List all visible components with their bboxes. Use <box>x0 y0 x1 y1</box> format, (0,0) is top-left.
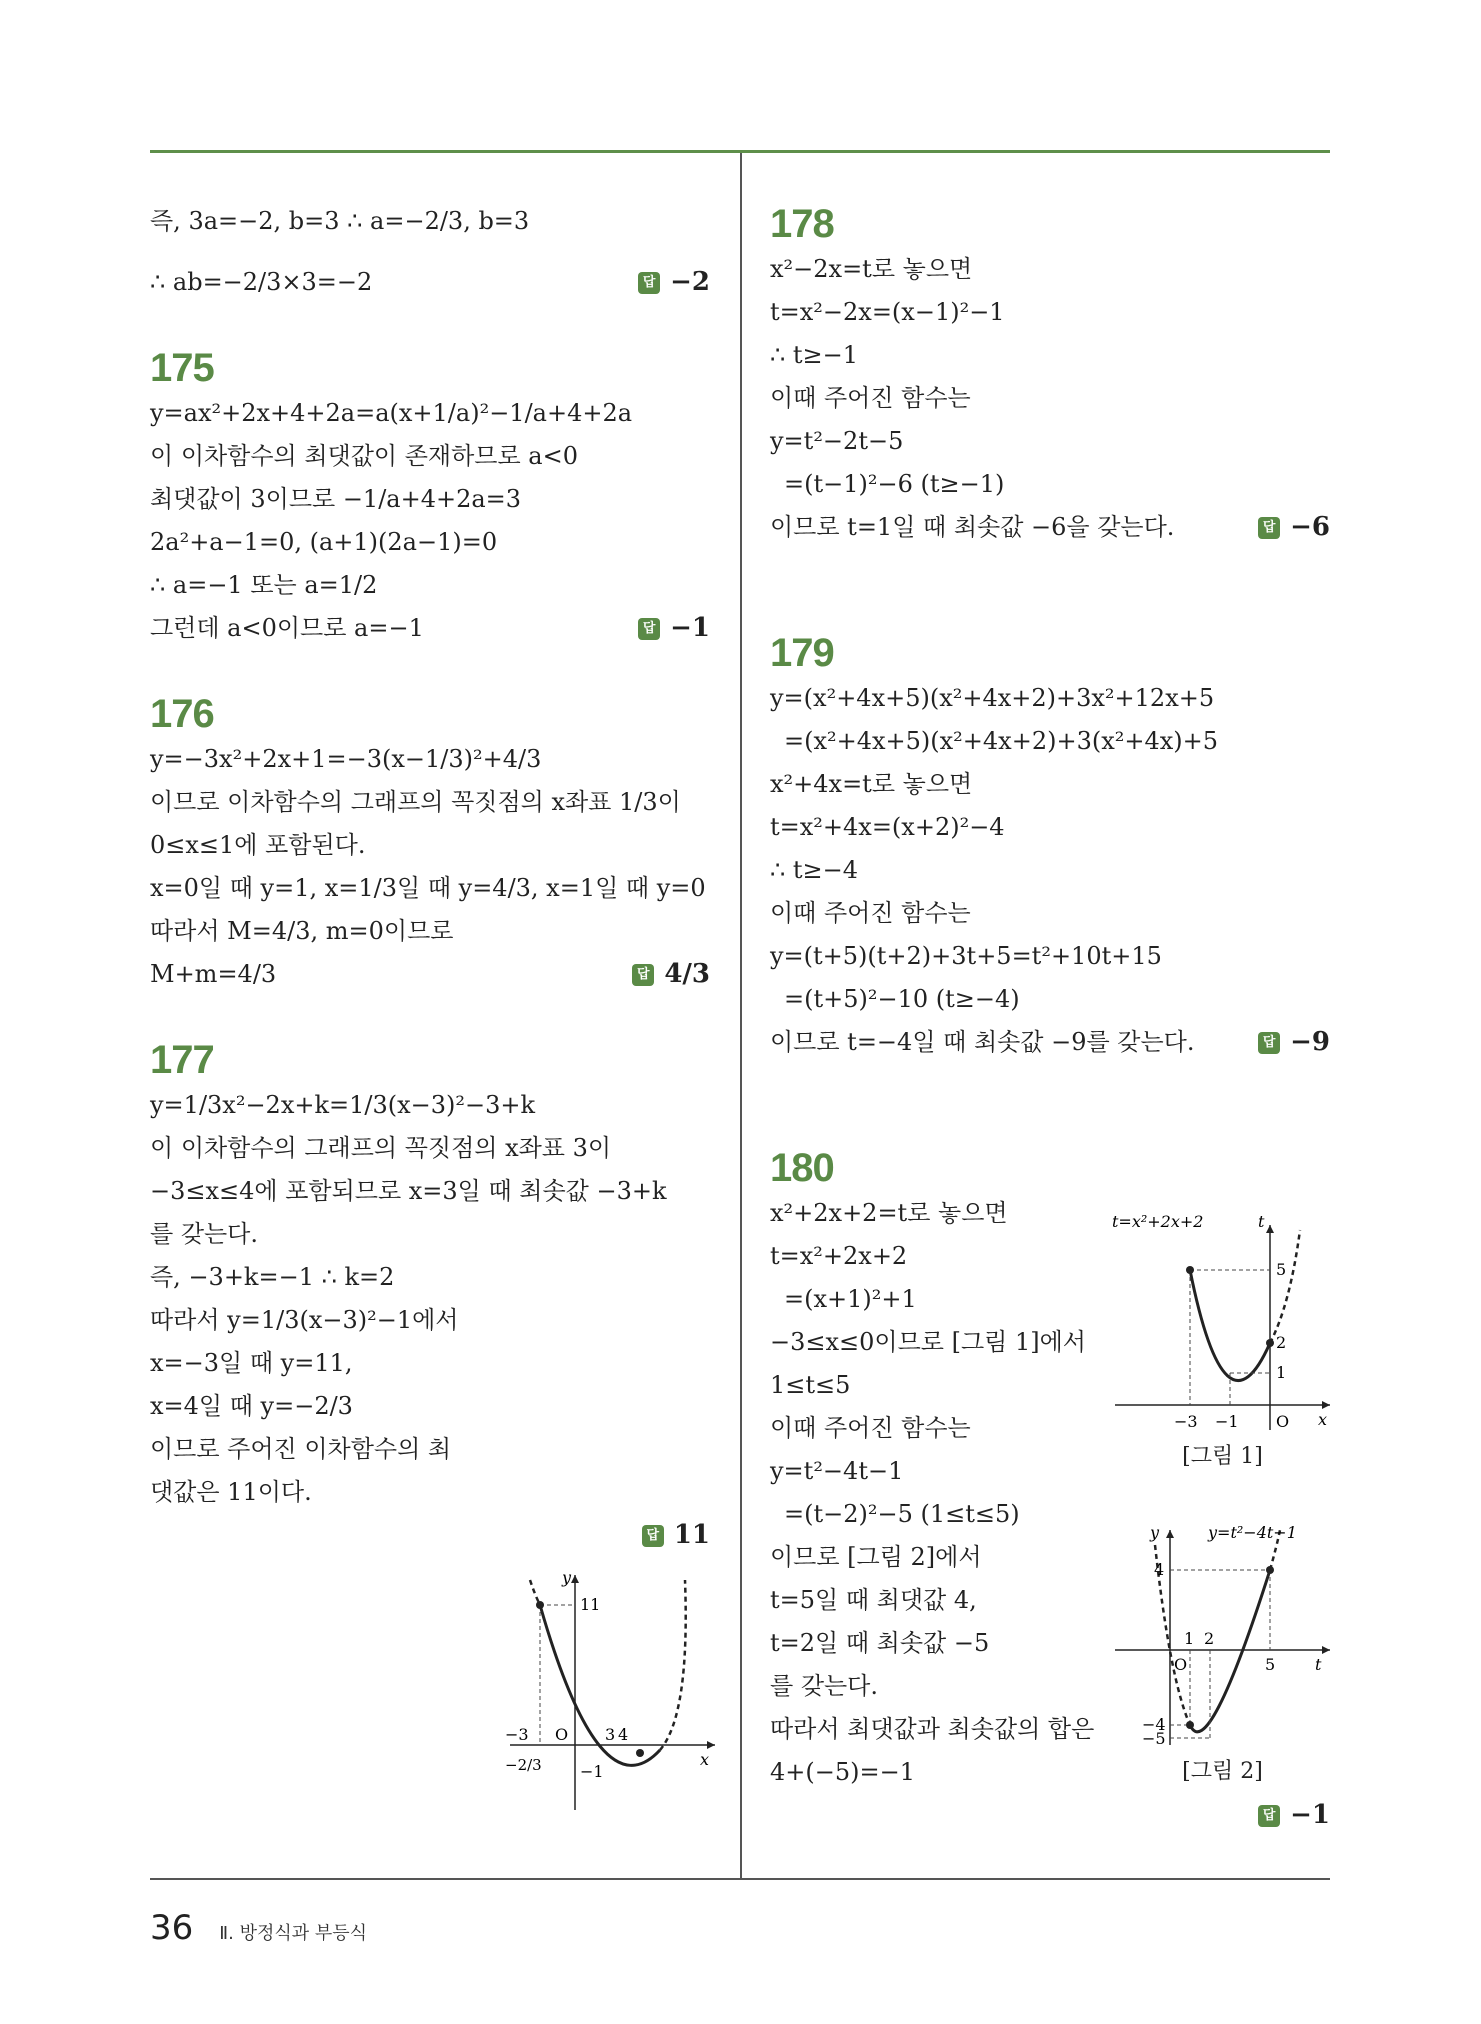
problem-number: 177 <box>150 1038 214 1082</box>
solution-line: −3≤x≤0이므로 [그림 1]에서 <box>770 1328 1086 1356</box>
solution-line: x=4일 때 y=−2/3 <box>150 1392 353 1420</box>
solution-line: 따라서 최댓값과 최솟값의 합은 <box>770 1715 1095 1743</box>
point-max <box>536 1601 544 1609</box>
x-label: x <box>700 1750 710 1769</box>
column-divider <box>740 153 742 1878</box>
y-axis-arrow-icon <box>1166 1530 1174 1538</box>
solution-line: x²−2x=t로 놓으면 <box>770 255 973 283</box>
answer-badge-icon: 답 <box>1258 517 1280 539</box>
solution-line: 이므로 이차함수의 그래프의 꼭짓점의 x좌표 1/3이 <box>150 788 681 816</box>
page-number: 36 <box>150 1908 194 1948</box>
solution-line: 를 갖는다. <box>770 1672 878 1700</box>
solution-line: ∴ t≥−1 <box>770 341 859 369</box>
y-label: y <box>1150 1523 1160 1542</box>
solution-line: y=ax²+2x+4+2a=a(x+1/a)²−1/a+4+2a <box>150 399 633 427</box>
solution-line: 4+(−5)=−1 <box>770 1758 915 1786</box>
solution-line: 댓값은 11이다. <box>150 1478 312 1506</box>
parabola-dash <box>1270 1230 1300 1343</box>
graph-177 <box>500 1565 720 1825</box>
figure-1-caption: [그림 1] <box>1182 1444 1263 1469</box>
point-end <box>1266 1566 1274 1574</box>
solution-line: −3≤x≤4에 포함되므로 x=3일 때 최솟값 −3+k <box>150 1177 667 1205</box>
problem-number: 176 <box>150 692 214 736</box>
tick-5: 5 <box>1265 1655 1276 1674</box>
solution-line: y=1/3x²−2x+k=1/3(x−3)²−3+k <box>150 1091 536 1119</box>
solution-line: 2a²+a−1=0, (a+1)(2a−1)=0 <box>150 528 498 556</box>
solution-line: t=x²+2x+2 <box>770 1242 908 1270</box>
solution-line: x²+2x+2=t로 놓으면 <box>770 1199 1008 1227</box>
solution-line: t=x²+4x=(x+2)²−4 <box>770 813 1005 841</box>
answer <box>642 1514 710 1557</box>
answer <box>1258 1794 1330 1837</box>
tick-11: 11 <box>580 1595 601 1614</box>
solution-line: y=(x²+4x+5)(x²+4x+2)+3x²+12x+5 <box>770 684 1215 712</box>
point-start <box>1186 1266 1194 1274</box>
t-axis-arrow-icon <box>1322 1646 1330 1654</box>
answer-value: −1 <box>670 613 710 643</box>
figure-1-graph <box>1110 1205 1335 1435</box>
answer-value: −9 <box>1290 1027 1330 1057</box>
answer-row <box>150 953 710 996</box>
parabola-solid <box>1190 1570 1270 1732</box>
solution-line: x=−3일 때 y=11, <box>150 1349 353 1377</box>
figure-2 <box>1110 1520 1335 1785</box>
solution-line: t=x²−2x=(x−1)²−1 <box>770 298 1005 326</box>
answer-value: 4/3 <box>664 959 710 989</box>
solution-line: x=0일 때 y=1, x=1/3일 때 y=4/3, x=1일 때 y=0 <box>150 874 706 902</box>
answer-row <box>770 506 1330 549</box>
left-column <box>150 200 710 1557</box>
answer-badge-icon: 답 <box>632 964 654 986</box>
answer-row <box>150 1514 710 1557</box>
t-label: t <box>1315 1655 1322 1674</box>
answer-value: −1 <box>1290 1800 1330 1830</box>
t-axis-arrow-icon <box>1266 1225 1274 1233</box>
answer <box>1258 506 1330 549</box>
solution-line: 따라서 y=1/3(x−3)²−1에서 <box>150 1306 459 1334</box>
solution-line: y=(t+5)(t+2)+3t+5=t²+10t+15 <box>770 942 1162 970</box>
tick-2: 2 <box>1276 1333 1287 1352</box>
figure-2-graph <box>1110 1520 1335 1750</box>
solution-line: x²+4x=t로 놓으면 <box>770 770 973 798</box>
solution-line: y=t²−4t−1 <box>770 1457 904 1485</box>
answer-badge-icon: 답 <box>638 272 660 294</box>
solution-line: =(x+1)²+1 <box>784 1285 917 1313</box>
answer-value: −2 <box>670 267 710 297</box>
answer <box>638 607 710 650</box>
solution-line: 0≤x≤1에 포함된다. <box>150 831 366 859</box>
solution-line: 이므로 주어진 이차함수의 최 <box>150 1435 452 1463</box>
tick-2: 2 <box>1204 1629 1215 1648</box>
point-start <box>1186 1721 1194 1729</box>
solution-line: 를 갖는다. <box>150 1220 258 1248</box>
answer-value: 11 <box>673 1520 710 1550</box>
parabola-dash-left <box>530 1580 540 1605</box>
tick-4: 4 <box>618 1725 629 1744</box>
origin-label: O <box>1174 1655 1188 1674</box>
answer-badge-icon: 답 <box>642 1525 664 1547</box>
answer <box>638 261 710 304</box>
solution-line: =(t−2)²−5 (1≤t≤5) <box>784 1500 1020 1528</box>
x-axis-arrow-icon <box>1322 1401 1330 1409</box>
page-footer <box>150 1908 367 1948</box>
answer-line: 이므로 t=−4일 때 최솟값 −9를 갖는다. <box>770 1028 1195 1056</box>
y-label: y <box>562 1568 572 1587</box>
tick-m3: −3 <box>505 1725 529 1744</box>
answer-badge-icon: 답 <box>1258 1805 1280 1827</box>
bottom-rule <box>150 1878 1330 1880</box>
origin-label: O <box>555 1725 569 1744</box>
solution-line: t=2일 때 최솟값 −5 <box>770 1629 990 1657</box>
problem-number: 175 <box>150 346 214 390</box>
tick-1: 1 <box>1184 1629 1195 1648</box>
answer-row <box>770 1021 1330 1064</box>
solution-line: 이때 주어진 함수는 <box>770 899 971 927</box>
answer <box>632 953 710 996</box>
t-label: t <box>1258 1212 1265 1231</box>
answer-badge-icon: 답 <box>638 618 660 640</box>
problem-number: 179 <box>770 631 834 675</box>
solution-line: ∴ a=−1 또는 a=1/2 <box>150 571 378 599</box>
solution-line: 이때 주어진 함수는 <box>770 384 971 412</box>
tick-m23: −2/3 <box>505 1756 542 1774</box>
problem-number: 178 <box>770 202 834 246</box>
intro-line: 즉, 3a=−2, b=3 ∴ a=−2/3, b=3 <box>150 207 530 235</box>
answer-value: −6 <box>1290 512 1330 542</box>
problem-number: 180 <box>770 1146 834 1190</box>
parabola-solid <box>1190 1270 1270 1381</box>
answer-line: M+m=4/3 <box>150 960 277 988</box>
tick-5: 5 <box>1276 1260 1287 1279</box>
figure-2-caption: [그림 2] <box>1182 1759 1263 1784</box>
tick-m3: −3 <box>1174 1412 1198 1431</box>
solution-line: y=t²−2t−5 <box>770 427 904 455</box>
intro-answer-line: ∴ ab=−2/3×3=−2 <box>150 268 373 296</box>
x-label: x <box>1318 1410 1328 1429</box>
tick-m5: −5 <box>1142 1729 1166 1748</box>
tick-m4: −4 <box>1142 1715 1166 1734</box>
tick-1: 1 <box>1276 1363 1287 1382</box>
x-axis-arrow-icon <box>707 1741 715 1749</box>
solution-line: ∴ t≥−4 <box>770 856 859 884</box>
solution-line: 최댓값이 3이므로 −1/a+4+2a=3 <box>150 485 522 513</box>
tick-3: 3 <box>605 1725 616 1744</box>
answer-row <box>150 607 710 650</box>
answer-badge-icon: 답 <box>1258 1032 1280 1054</box>
answer-line: 이므로 t=1일 때 최솟값 −6을 갖는다. <box>770 513 1175 541</box>
equation-label: t=x²+2x+2 <box>1112 1212 1204 1231</box>
chapter-title: Ⅱ. 방정식과 부등식 <box>219 1923 368 1944</box>
answer-row <box>770 1794 1330 1837</box>
tick-4: 4 <box>1154 1560 1165 1579</box>
solution-line: 1≤t≤5 <box>770 1371 851 1399</box>
solution-line: 이므로 [그림 2]에서 <box>770 1543 982 1571</box>
solution-line: y=−3x²+2x+1=−3(x−1/3)²+4/3 <box>150 745 542 773</box>
equation-label: y=t²−4t−1 <box>1208 1523 1297 1542</box>
solution-line: 이때 주어진 함수는 <box>770 1414 971 1442</box>
solution-line: =(t−1)²−6 (t≥−1) <box>784 470 1005 498</box>
point-min <box>636 1749 644 1757</box>
solution-line: =(t+5)²−10 (t≥−4) <box>784 985 1020 1013</box>
solution-line: 즉, −3+k=−1 ∴ k=2 <box>150 1263 395 1291</box>
tick-m1: −1 <box>580 1762 604 1781</box>
tick-m1: −1 <box>1215 1412 1239 1431</box>
answer <box>1258 1021 1330 1064</box>
parabola-dash-right <box>660 1580 686 1750</box>
solution-line: 이 이차함수의 최댓값이 존재하므로 a<0 <box>150 442 578 470</box>
y-axis-arrow-icon <box>571 1575 579 1583</box>
origin-label: O <box>1276 1412 1290 1431</box>
solution-line: t=5일 때 최댓값 4, <box>770 1586 977 1614</box>
figure-1 <box>1110 1205 1335 1470</box>
solution-line: =(x²+4x+5)(x²+4x+2)+3(x²+4x)+5 <box>784 727 1219 755</box>
intro-answer-row <box>150 261 710 304</box>
answer-line: 그런데 a<0이므로 a=−1 <box>150 614 424 642</box>
solution-line: 이 이차함수의 그래프의 꼭짓점의 x좌표 3이 <box>150 1134 612 1162</box>
solution-line: 따라서 M=4/3, m=0이므로 <box>150 917 454 945</box>
point-end <box>1266 1339 1274 1347</box>
